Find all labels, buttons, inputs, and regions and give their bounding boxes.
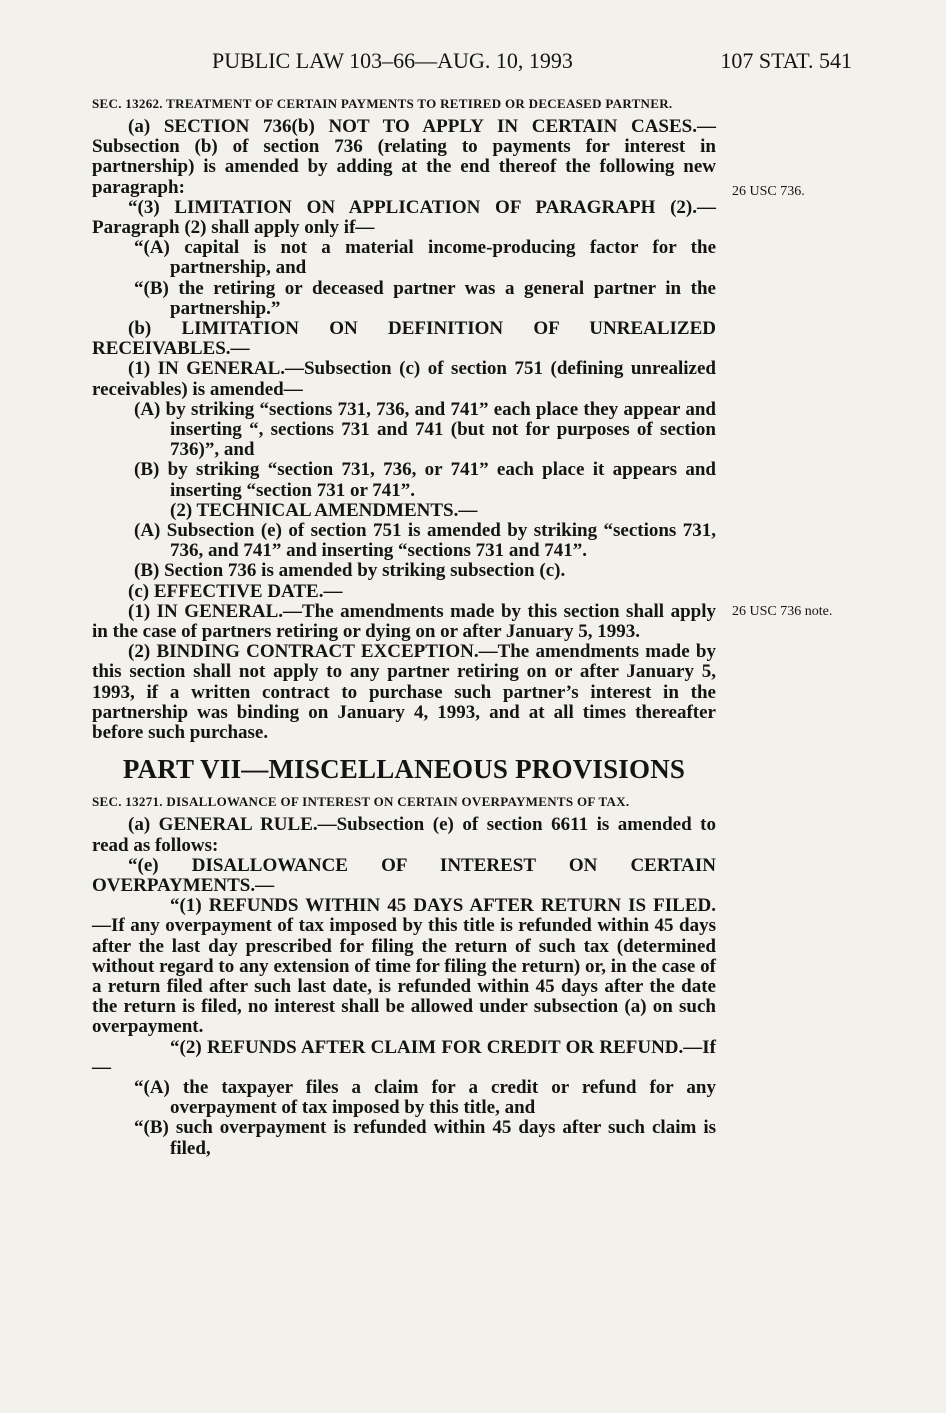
body-text [92, 95, 716, 1159]
paragraph-13262-b2B: (B) Section 736 is amended by striking subsection (c). [134, 560, 566, 582]
paragraph-13262-a3A: “(A) capital is not a material income-producing factor for the partnership, and [134, 237, 716, 279]
paragraph-13262-b2: (2) TECHNICAL AMENDMENTS.— [170, 499, 478, 521]
page-header [92, 48, 852, 78]
paragraph-13262-b: (b) LIMITATION ON DEFINITION OF UNREALIZED RECEIVABLES.— [92, 318, 716, 360]
paragraph-13271-e2: “(2) REFUNDS AFTER CLAIM FOR CREDIT OR REFUND.—If— [92, 1036, 716, 1078]
paragraph-13262-c2: (2) BINDING CONTRACT EXCEPTION.—The amendments made by this section shall not apply to any partner retiring on or after January 5, 1993, if a written contract to purchase such partner’s interest in the partnership was binding on January 4, 1993, and at all times thereafter before such purchase. [92, 641, 716, 744]
paragraph-13262-b1A: (A) by striking “sections 731, 736, and 741” each place they appear and inserting “, sections 731 and 741 (but not for purposes of section 736)”, and [134, 398, 716, 461]
section-heading-13271: SEC. 13271. DISALLOWANCE OF INTEREST ON CERTAIN OVERPAYMENTS OF TAX. [92, 794, 630, 810]
paragraph-13262-b2A: (A) Subsection (e) of section 751 is amended by striking “sections 731, 736, and 741” and inserting “sections 731 and 741”. [134, 520, 716, 562]
paragraph-13262-a3: “(3) LIMITATION ON APPLICATION OF PARAGRAPH (2).—Paragraph (2) shall apply only if— [92, 196, 716, 239]
margin-note-usc-736: 26 USC 736. [732, 184, 805, 199]
paragraph-13262-c1: (1) IN GENERAL.—The amendments made by this section shall apply in the case of partners retiring or dying on or after January 5, 1993. [92, 600, 716, 643]
paragraph-13271-e1: “(1) REFUNDS WITHIN 45 DAYS AFTER RETURN IS FILED.—If any overpayment of tax imposed by this title is refunded within 45 days after the last day prescribed for filing the return of such tax (determined without regard to any extension of time for filing the return) or, in the case of a return filed after such last date, is refunded within 45 days after the date the return is filed, no interest shall be allowed under subsection (a) on such overpayment. [92, 895, 716, 1038]
paragraph-13262-b1: (1) IN GENERAL.—Subsection (c) of section 751 (defining unrealized receivables) is amended— [92, 358, 716, 400]
header-title: PUBLIC LAW 103–66—AUG. 10, 1993 [212, 48, 573, 73]
paragraph-13271-a: (a) GENERAL RULE.—Subsection (e) of section 6611 is amended to read as follows: [92, 814, 716, 856]
paragraph-13262-c: (c) EFFECTIVE DATE.— [128, 580, 343, 602]
margin-note-usc-736-note: 26 USC 736 note. [732, 604, 833, 619]
paragraph-13271-e: “(e) DISALLOWANCE OF INTEREST ON CERTAIN OVERPAYMENTS.— [92, 854, 716, 896]
part-heading: PART VII—MISCELLANEOUS PROVISIONS [122, 754, 686, 785]
header-stat-page: 107 STAT. 541 [720, 48, 852, 73]
section-heading-13262: SEC. 13262. TREATMENT OF CERTAIN PAYMENTS TO RETIRED OR DECEASED PARTNER. [92, 96, 673, 111]
paragraph-13262-a3B: “(B) the retiring or deceased partner was a general partner in the partnership.” [134, 277, 716, 319]
paragraph-13271-e2B: “(B) such overpayment is refunded within 45 days after such claim is filed, [134, 1117, 716, 1159]
paragraph-13271-e2A: “(A) the taxpayer files a claim for a credit or refund for any overpayment of tax imposed by this title, and [134, 1076, 716, 1119]
paragraph-13262-b1B: (B) by striking “section 731, 736, or 741” each place it appears and inserting “section 731 or 741”. [134, 459, 716, 501]
paragraph-13262-a: (a) SECTION 736(b) NOT TO APPLY IN CERTAIN CASES.—Subsection (b) of section 736 (relating to payments for interest in partnership) is amended by adding at the end thereof the following new paragraph: [92, 116, 716, 198]
